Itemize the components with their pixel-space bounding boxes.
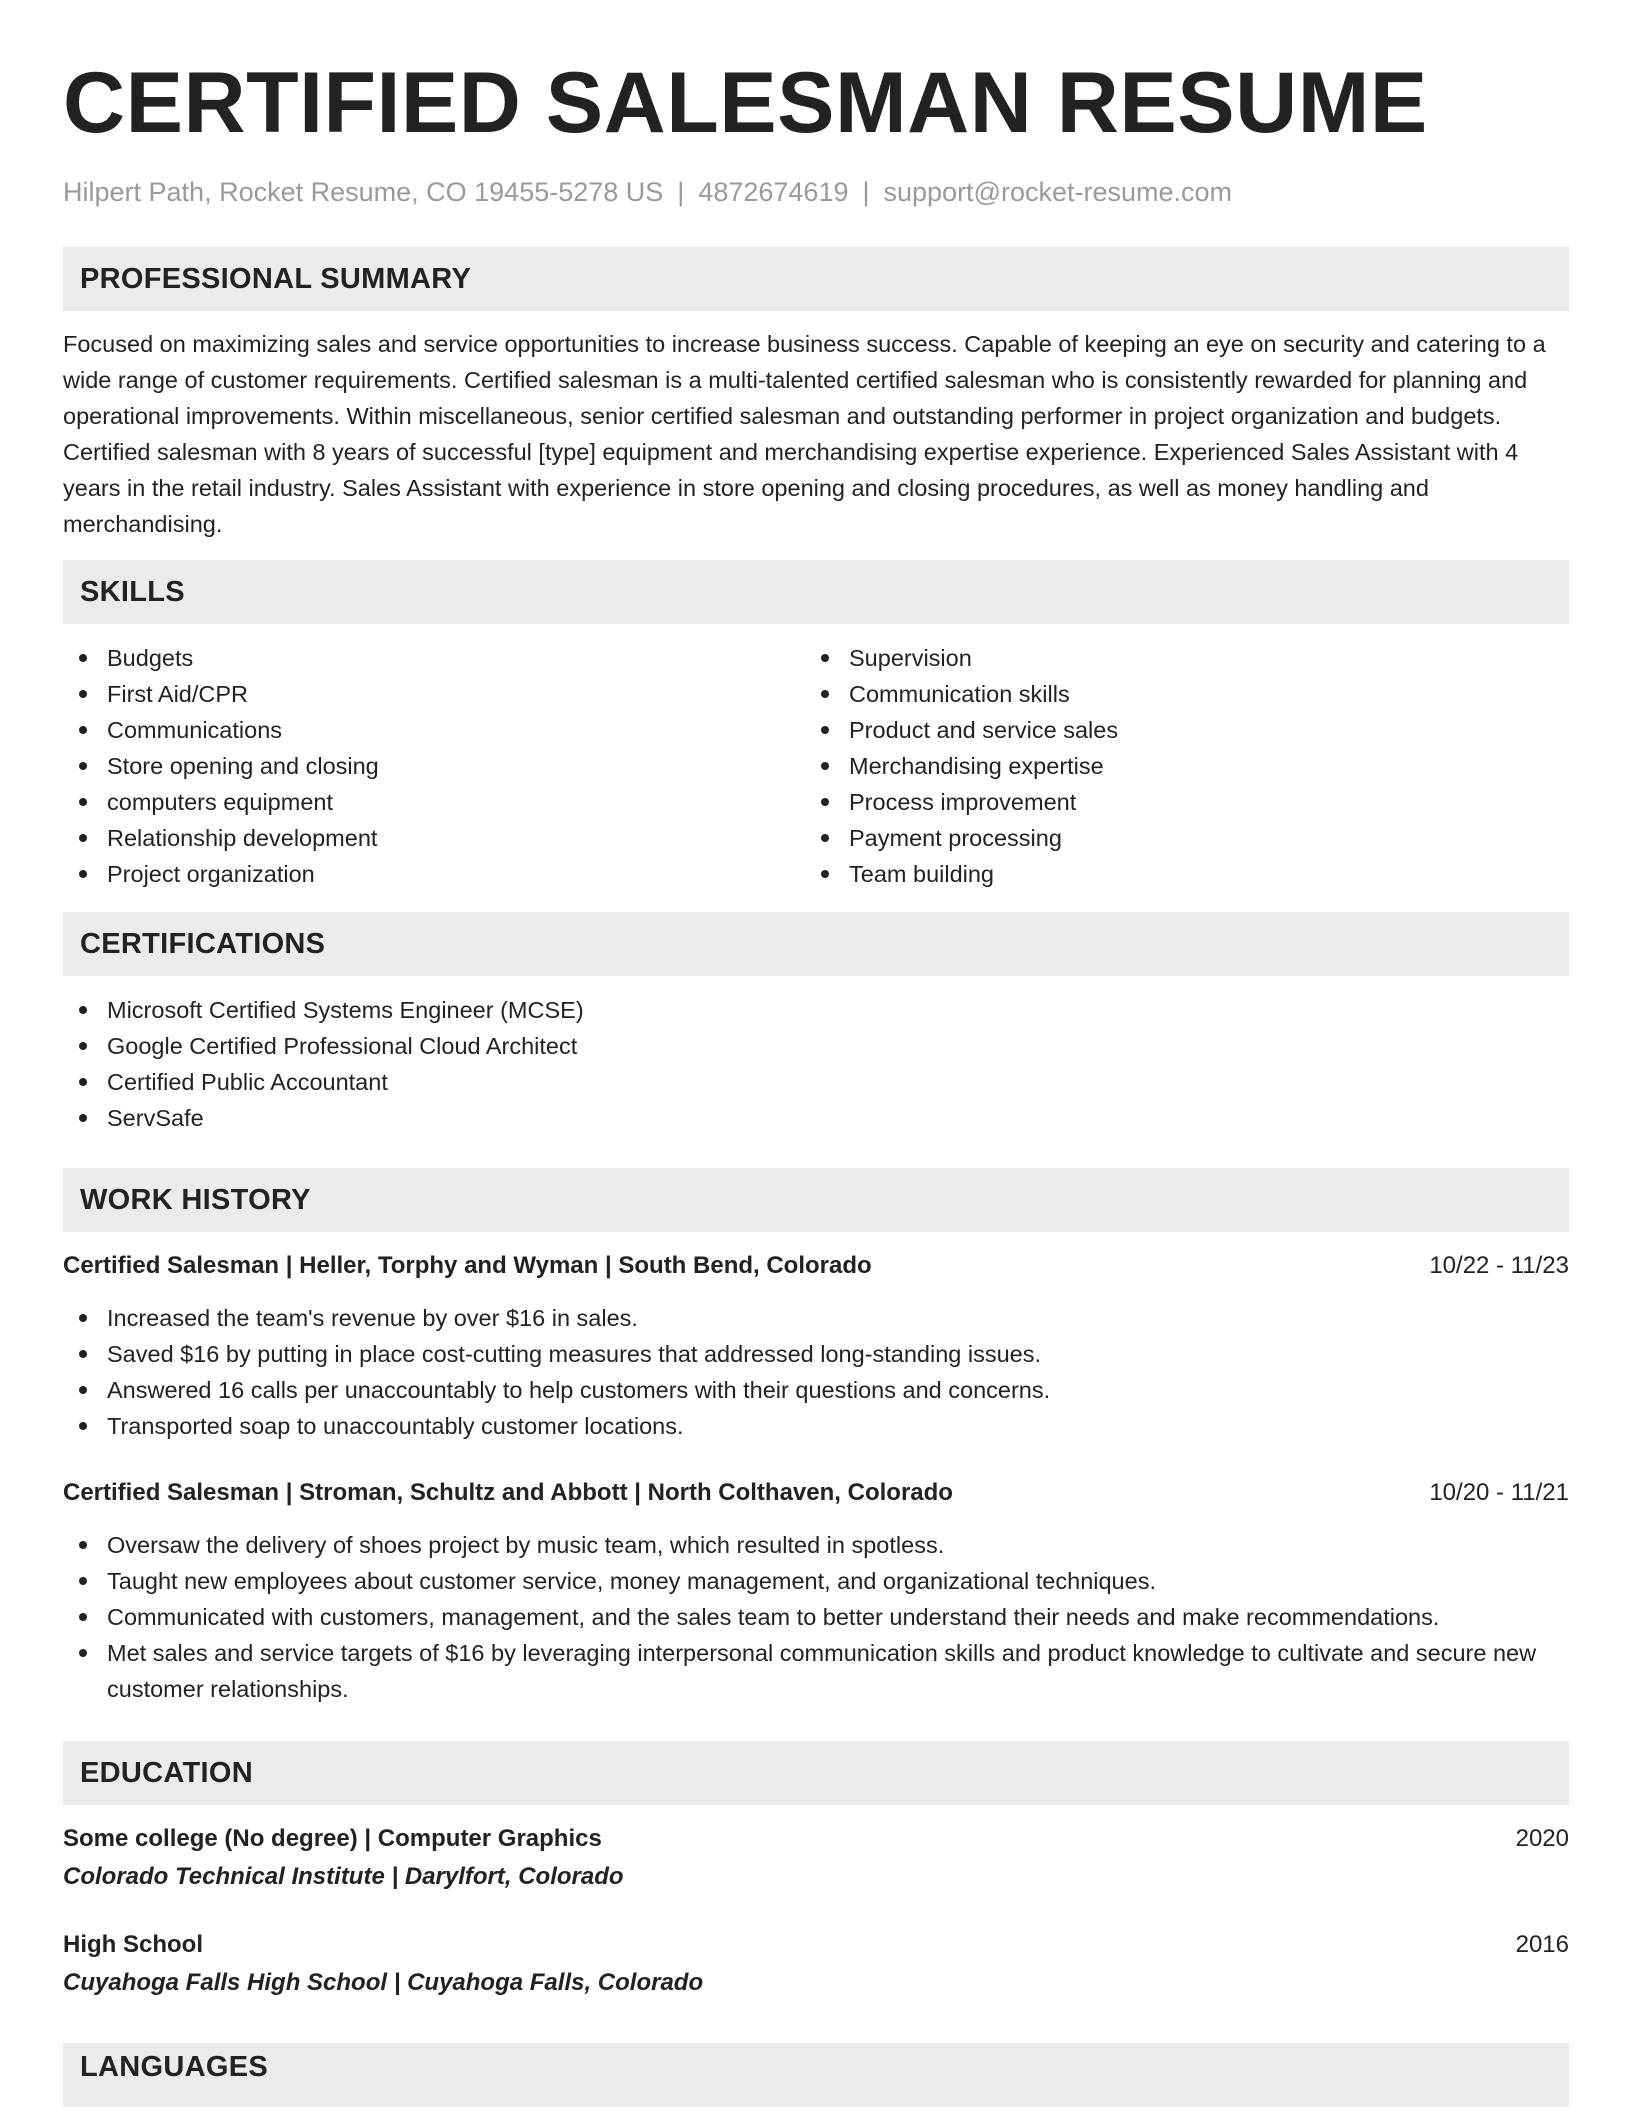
certifications-list [63, 992, 1569, 1136]
section-heading-education: EDUCATION [63, 1741, 1569, 1805]
job-dates: 10/20 - 11/21 [1429, 1479, 1569, 1507]
summary-text: Focused on maximizing sales and service opportunities to increase business success. Capable of keeping an eye on security and catering to a wide range of customer requirements. Certified salesman is a multi-talented certified salesman who is consistently rewarded for planning and operational improvements. Within miscellaneous, senior certified salesman and outstanding performer in project organization and budgets. Certified salesman with 8 years of successful [type] equipment and merchandising expertise experience. Experienced Sales Assistant with 4 years in the retail industry. Sales Assistant with experience in store opening and closing procedures, as well as money handling and merchandising. [63, 331, 1546, 538]
contact-line [63, 176, 1569, 208]
skill-item: Communication skills [805, 676, 1547, 712]
job-bullet: Saved $16 by putting in place cost-cutting measures that addressed long-standing issues. [63, 1336, 1569, 1372]
contact-phone: 4872674619 [698, 177, 849, 207]
certification-item: Certified Public Accountant [63, 1064, 1569, 1100]
skill-item: Payment processing [805, 820, 1547, 856]
contact-separator: | [677, 177, 685, 207]
certification-item: Microsoft Certified Systems Engineer (MCSE) [63, 992, 1569, 1028]
skill-item: Communications [63, 712, 805, 748]
education-degree: High School [63, 1931, 203, 1959]
skill-item: Merchandising expertise [805, 748, 1547, 784]
skill-item: Budgets [63, 640, 805, 676]
job-bullet: Increased the team's revenue by over $16 in sales. [63, 1300, 1569, 1336]
job-header [63, 1475, 1569, 1511]
education-degree: Some college (No degree) | Computer Graphics [63, 1825, 602, 1853]
skill-item: Process improvement [805, 784, 1547, 820]
job-title: Certified Salesman | Stroman, Schultz and Abbott | North Colthaven, Colorado [63, 1479, 953, 1507]
skill-item: Product and service sales [805, 712, 1547, 748]
education-entry [63, 1927, 1569, 2001]
job-bullet: Transported soap to unaccountably customer locations. [63, 1408, 1569, 1444]
education-year: 2020 [1515, 1825, 1569, 1853]
education-school: Cuyahoga Falls High School | Cuyahoga Falls, Colorado [63, 1969, 704, 1997]
skill-item: Project organization [63, 856, 805, 892]
education-entry [63, 1821, 1569, 1895]
education-school: Colorado Technical Institute | Darylfort, Colorado [63, 1863, 624, 1891]
job-entry [63, 1248, 1569, 1444]
section-heading-summary: PROFESSIONAL SUMMARY [63, 247, 1569, 311]
certification-item: Google Certified Professional Cloud Architect [63, 1028, 1569, 1064]
education-year: 2016 [1515, 1931, 1569, 1959]
resume-title: CERTIFIED SALESMAN RESUME [63, 55, 1428, 151]
section-heading-certifications: CERTIFICATIONS [63, 912, 1569, 976]
job-bullet: Oversaw the delivery of shoes project by music team, which resulted in spotless. [63, 1527, 1569, 1563]
skills-column-right [805, 640, 1547, 892]
job-dates: 10/22 - 11/23 [1429, 1252, 1569, 1280]
skill-item: Team building [805, 856, 1547, 892]
skills-list [63, 640, 1569, 892]
job-bullet: Communicated with customers, management, and the sales team to better understand their needs and make recommendations. [63, 1599, 1569, 1635]
job-title: Certified Salesman | Heller, Torphy and Wyman | South Bend, Colorado [63, 1252, 872, 1280]
job-entry [63, 1475, 1569, 1707]
section-heading-skills: SKILLS [63, 560, 1569, 624]
job-bullet: Met sales and service targets of $16 by leveraging interpersonal communication skills and product knowledge to cultivate and secure new customer relationships. [63, 1635, 1569, 1707]
job-bullets [63, 1527, 1569, 1707]
contact-address: Hilpert Path, Rocket Resume, CO 19455-5278 US [63, 177, 664, 207]
contact-separator: | [862, 177, 870, 207]
skill-item: First Aid/CPR [63, 676, 805, 712]
certification-item: ServSafe [63, 1100, 1569, 1136]
job-bullet: Taught new employees about customer service, money management, and organizational techniques. [63, 1563, 1569, 1599]
section-heading-work-history: WORK HISTORY [63, 1168, 1569, 1232]
contact-email: support@rocket-resume.com [883, 177, 1233, 207]
job-header [63, 1248, 1569, 1284]
skill-item: Store opening and closing [63, 748, 805, 784]
skill-item: Relationship development [63, 820, 805, 856]
job-bullet: Answered 16 calls per unaccountably to help customers with their questions and concerns. [63, 1372, 1569, 1408]
job-bullets [63, 1300, 1569, 1444]
section-heading-languages: LANGUAGES [63, 2043, 1569, 2107]
education-header [63, 1821, 1569, 1857]
skill-item: computers equipment [63, 784, 805, 820]
skill-item: Supervision [805, 640, 1547, 676]
skills-column-left [63, 640, 805, 892]
education-header [63, 1927, 1569, 1963]
